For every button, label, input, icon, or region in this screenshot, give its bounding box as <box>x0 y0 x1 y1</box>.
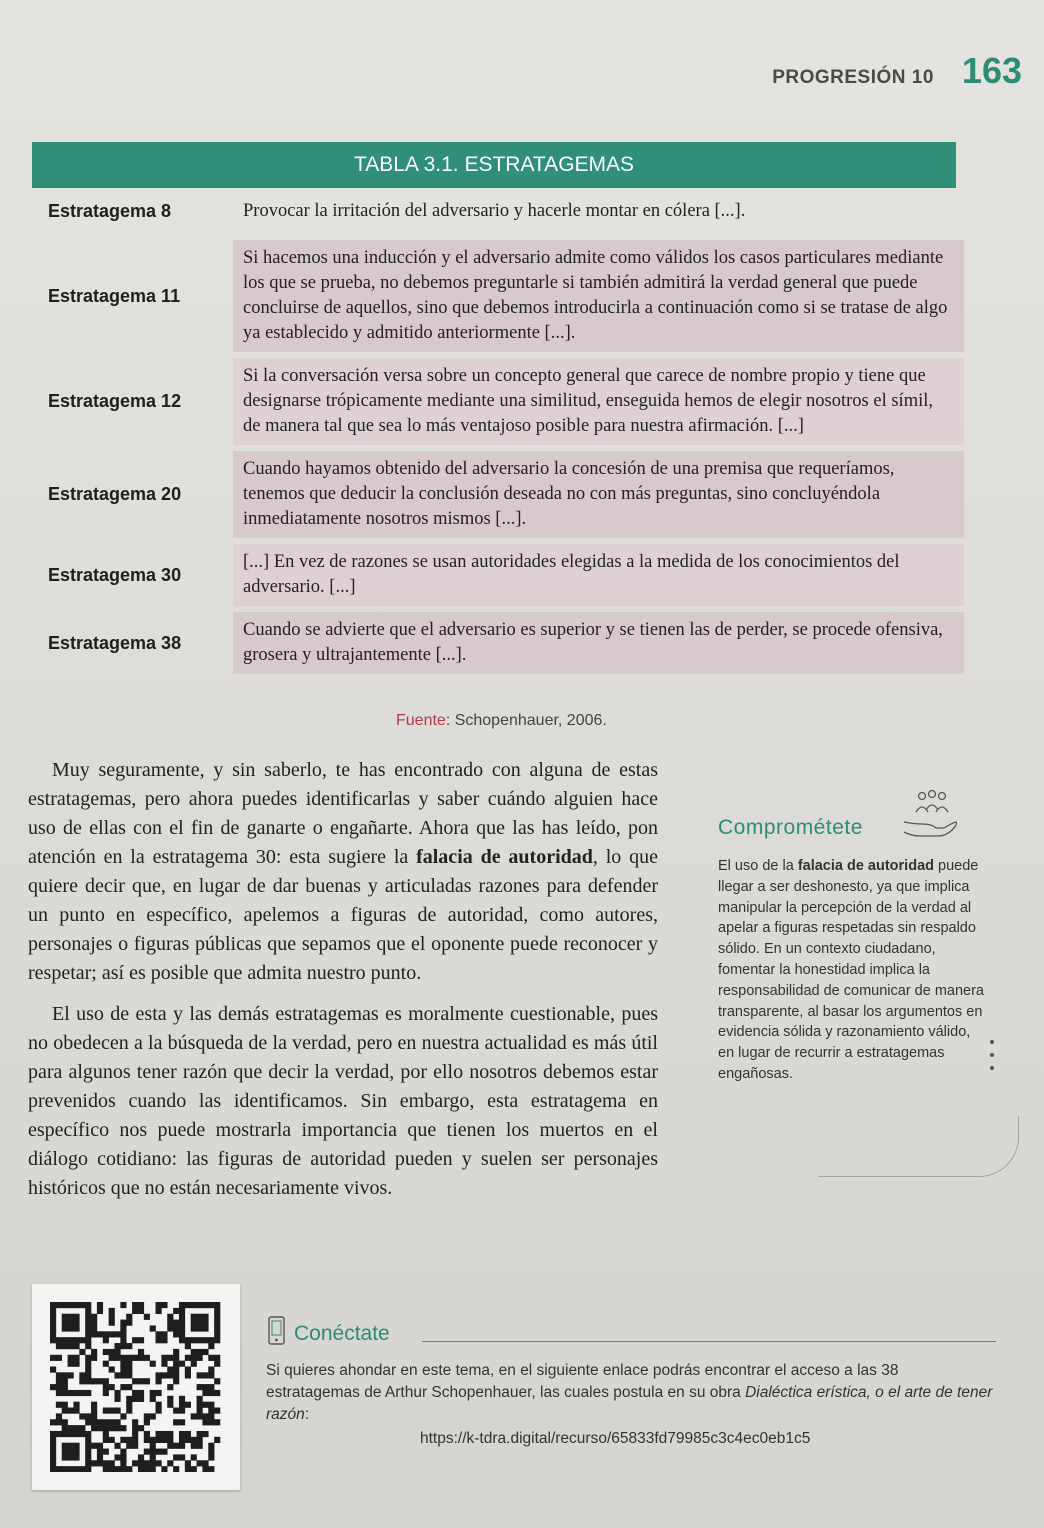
comprometete-box <box>718 788 988 1085</box>
paragraph-text: , lo que quiere decir que, en lugar de dar buenas y articuladas razones para defender un punto en específico, apelemos a figuras de autoridad, como autores, personajes o figuras públicas que sepamos que el oponente puede reconocer y respetar; así es posible que admita nuestro punto. <box>28 846 658 984</box>
row-label: Estratagema 20 <box>48 484 182 504</box>
row-text: [...] En vez de razones se usan autoridades elegidas a la medida de los conocimientos del adversario. [...] <box>233 544 964 606</box>
row-text: Cuando se advierte que el adversario es superior y se tienen las de perder, se procede ofensiva, grosera y ultrajantemente [...]. <box>233 612 964 674</box>
table-row <box>32 544 964 606</box>
conectate-text <box>266 1360 996 1426</box>
row-text: Si hacemos una inducción y el adversario admite como válidos los casos particulares mediante los que se prueba, no debemos preguntarle si también admitirá la verdad general que puede concluirse de aquellos, sino que debemos introducirla a continuación como si se tratase de algo ya establecido y admitido anteriormente [...]. <box>233 240 964 352</box>
row-label: Estratagema 8 <box>48 200 172 221</box>
comprometete-text <box>718 856 988 1085</box>
conectate-header <box>266 1316 996 1346</box>
divider <box>422 1341 996 1342</box>
row-label: Estratagema 30 <box>48 564 182 585</box>
qr-code-card[interactable] <box>32 1284 240 1490</box>
row-label: Estratagema 12 <box>48 391 182 411</box>
bold-term: falacia de autoridad <box>416 846 593 868</box>
paragraph: El uso de esta y las demás estratagemas es moralmente cuestionable, pues no obedecen a la búsqueda de la verdad, pero en nuestra actualidad es más útil para algunos tener razón que decir la verdad, por ello nosotros debemos estar prevenidos cuando las identificamos. Sin embargo, esta estratagema en específico nos puede mostrarla importancia que tienen los muertos en el diálogo cotidiano: las figuras de autoridad pueden y suelen ser personajes históricos que no están necesariamente vivos. <box>28 1003 658 1199</box>
table-row <box>32 358 964 445</box>
row-text: Si la conversación versa sobre un concepto general que carece de nombre propio y tiene que designarse trópicamente mediante una similitud, enseguida hemos de elegir nosotros el símil, de manera tal que sea lo más ventajoso posible para nuestra afirmación. [...] <box>233 358 964 445</box>
conectate-box <box>266 1316 996 1448</box>
comprometete-title: Comprométete <box>718 816 863 839</box>
row-label: Estratagema 38 <box>48 632 182 653</box>
source-label: Fuente <box>396 712 446 729</box>
main-text <box>28 756 658 1215</box>
page-number: 163 <box>961 50 1022 91</box>
table-row <box>32 451 964 538</box>
book-title: Dialéctica erística, o el arte de tener razón <box>266 1384 993 1423</box>
table-row <box>32 240 964 352</box>
qr-code[interactable] <box>50 1302 222 1472</box>
paragraph-text: Muy seguramente, y sin saberlo, te has encontrado con alguna de estas estratagemas, pero ahora puedes identificarlas y saber cuándo alguien hace uso de ellas con el fin de ganarte o engañarte. Ahora que las has leído, pon atención en la estratagema 30: esta sugiere la <box>28 759 658 868</box>
decorative-curve <box>818 1116 1019 1177</box>
text: El uso de la <box>718 858 798 874</box>
paragraph <box>28 756 658 988</box>
bold-term: falacia de autoridad <box>797 858 934 874</box>
decorative-dots <box>990 1040 994 1079</box>
phone-icon <box>266 1316 288 1346</box>
section-title: PROGRESIÓN 10 <box>772 67 934 88</box>
page-header <box>772 50 1022 92</box>
row-text: Provocar la irritación del adversario y hacerle montar en cólera [...]. <box>243 200 746 221</box>
conectate-title: Conéctate <box>294 1322 390 1345</box>
row-label: Estratagema 11 <box>48 285 181 306</box>
table-source <box>396 712 607 730</box>
table-row <box>32 188 964 234</box>
text: Si quieres ahondar en este tema, en el siguiente enlace podrás encontrar el acceso a las 38 estratagemas de Arthur Schopenhauer, las cuales postula en su obra <box>266 1362 899 1401</box>
stratagem-table <box>32 142 964 674</box>
table-title: TABLA 3.1. ESTRATAGEMAS <box>32 142 956 188</box>
text: : <box>304 1406 310 1423</box>
table-row <box>32 612 964 674</box>
text: puede llegar a ser deshonesto, ya que implica manipular la percepción de la verdad al apelar a figuras respetadas sin respaldo sólido. En un contexto ciudadano, fomentar la honestidad implica la responsabilidad de comunicar de manera transparente, al basar los argumentos en evidencia sólida y razonamiento válido, en lugar de recurrir a estratagemas engañosas. <box>718 858 984 1082</box>
hand-people-icon <box>902 788 958 838</box>
row-text: Cuando hayamos obtenido del adversario la concesión de una premisa que requeríamos, tenemos que deducir la conclusión deseada no con más preguntas, sino concluyéndola inmediatamente nosotros mismos [...]. <box>233 451 964 538</box>
source-text: : Schopenhauer, 2006. <box>445 712 607 729</box>
resource-link[interactable]: https://k-tdra.digital/recurso/65833fd79985c3c4ec0eb1c5 <box>420 1430 811 1447</box>
